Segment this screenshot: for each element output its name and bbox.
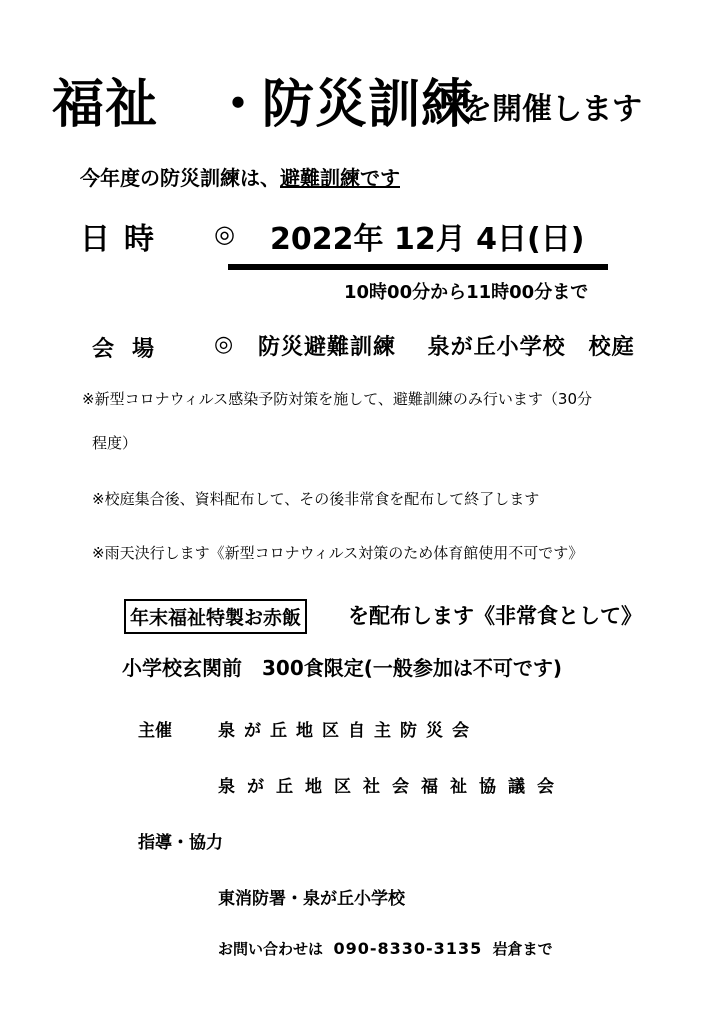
sekihan-box-label: 年末福祉特製お赤飯: [124, 599, 307, 634]
title-part2: 防災訓練: [262, 75, 475, 135]
venue-bullet-icon: ◎: [214, 332, 234, 357]
subtitle-emphasis: 避難訓練です: [280, 166, 400, 190]
note-covid-measures: ※新型コロナウィルス感染予防対策を施して、避難訓練のみ行います（30分: [82, 390, 593, 408]
title-dot: ・: [212, 75, 265, 135]
contact-line: [218, 938, 553, 959]
date-label: 日時: [80, 222, 168, 257]
subtitle-prefix: 今年度の防災訓練は、: [80, 166, 280, 190]
title-part1: 福祉: [52, 75, 159, 135]
date-value: 2022年 12月 4日(日): [270, 222, 585, 257]
venue-label: 会場: [92, 337, 173, 362]
time-range: 10時00分から11時00分まで: [344, 282, 589, 303]
subtitle: [80, 162, 400, 191]
date-bullet-icon: ◎: [214, 220, 235, 248]
date-underline: [228, 264, 608, 270]
note-covid-measures-cont: 程度）: [92, 434, 138, 452]
note-rain: ※雨天決行します《新型コロナウィルス対策のため体育館使用不可です》: [92, 544, 584, 562]
distribution-limit: 小学校玄関前 300食限定(一般参加は不可です): [122, 656, 563, 680]
organizer-1: 泉が丘地区自主防災会: [218, 721, 478, 741]
contact-prefix: お問い合わせは: [218, 940, 324, 958]
organizer-2: 泉が丘地区社会福祉協議会: [218, 777, 566, 797]
organizer-label: 主催: [138, 721, 172, 741]
distribution-text: を配布します《非常食として》: [348, 604, 642, 628]
guidance-label: 指導・協力: [138, 833, 223, 853]
venue-value: 防災避難訓練 泉が丘小学校 校庭: [258, 335, 635, 360]
note-distribution: ※校庭集合後、資料配布して、その後非常食を配布して終了します: [92, 490, 540, 508]
contact-suffix: 岩倉まで: [492, 940, 553, 958]
guidance-value: 東消防署・泉が丘小学校: [218, 889, 405, 909]
contact-phone: 090-8330-3135: [333, 939, 483, 958]
title-suffix: を開催します: [462, 92, 642, 127]
